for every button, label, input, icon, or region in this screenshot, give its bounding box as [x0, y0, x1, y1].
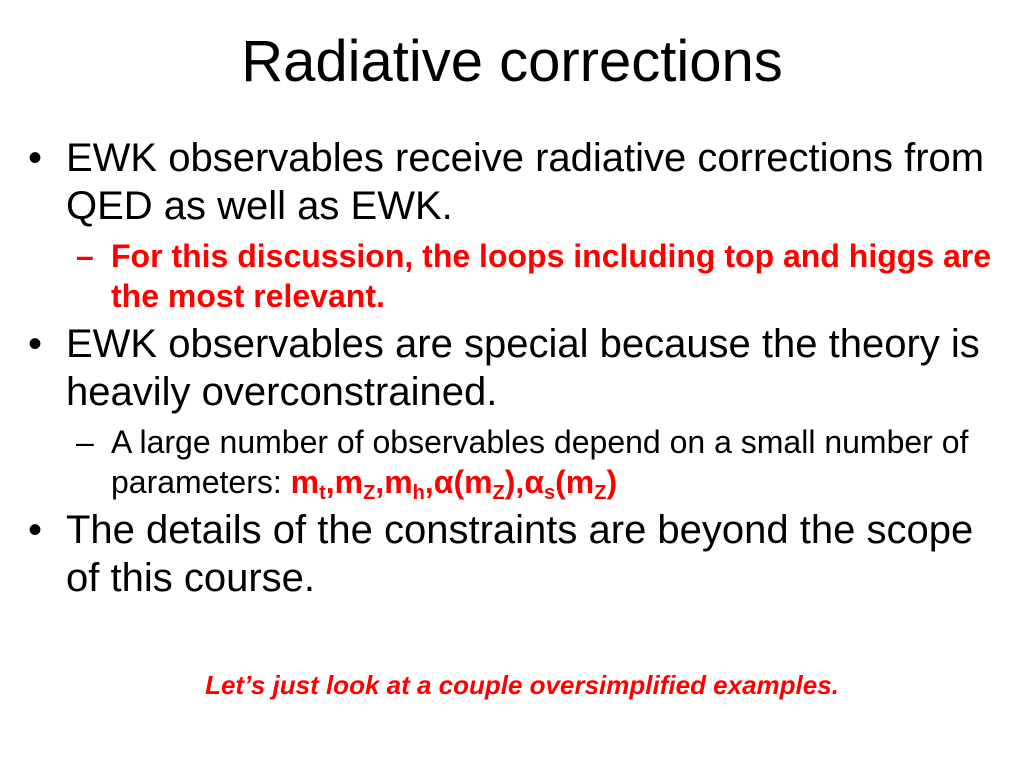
- bullet-item: [22, 320, 1012, 416]
- sub-bullet-text: For this discussion, the loops including top and higgs are the most relevant.: [111, 238, 992, 314]
- sub-bullet-text: A large number of observables depend on a small number of parameters:: [111, 424, 969, 500]
- slide-title: Radiative corrections: [241, 29, 783, 94]
- bullet-item: [22, 506, 1012, 602]
- bullet-list: [22, 134, 1012, 602]
- bullet-item: [22, 134, 1012, 230]
- bullet-text: EWK observables receive radiative corrections from QED as well as EWK.: [66, 136, 985, 228]
- bullet-marker: •: [28, 136, 43, 180]
- sub-bullet-item: [22, 236, 1012, 316]
- param-m-z: $m_Z$: [334, 464, 376, 504]
- bullet-text: EWK observables are special because the theory is heavily overconstrained.: [66, 322, 980, 414]
- footer-note: Let’s just look at a couple oversimplified examples.: [205, 670, 839, 700]
- param-m-top: $m_t$: [290, 464, 326, 504]
- param-alpha: $\alpha(m_Z)$,: [433, 464, 525, 504]
- parameter-list: $m_t,m_Z,m_h,\alpha(m_Z),\alpha_s(m_Z)$: [290, 464, 618, 504]
- bullet-text: The details of the constraints are beyond the scope of this course.: [66, 508, 974, 600]
- dash-marker: –: [76, 424, 94, 460]
- sub-bullet-item: [22, 422, 1012, 502]
- bullet-marker: •: [28, 322, 43, 366]
- param-alpha-s: $\alpha_s(m_Z)$: [524, 464, 618, 504]
- dash-marker: –: [76, 238, 94, 274]
- param-m-higgs: $m_h$: [384, 464, 425, 504]
- bullet-marker: •: [28, 508, 43, 552]
